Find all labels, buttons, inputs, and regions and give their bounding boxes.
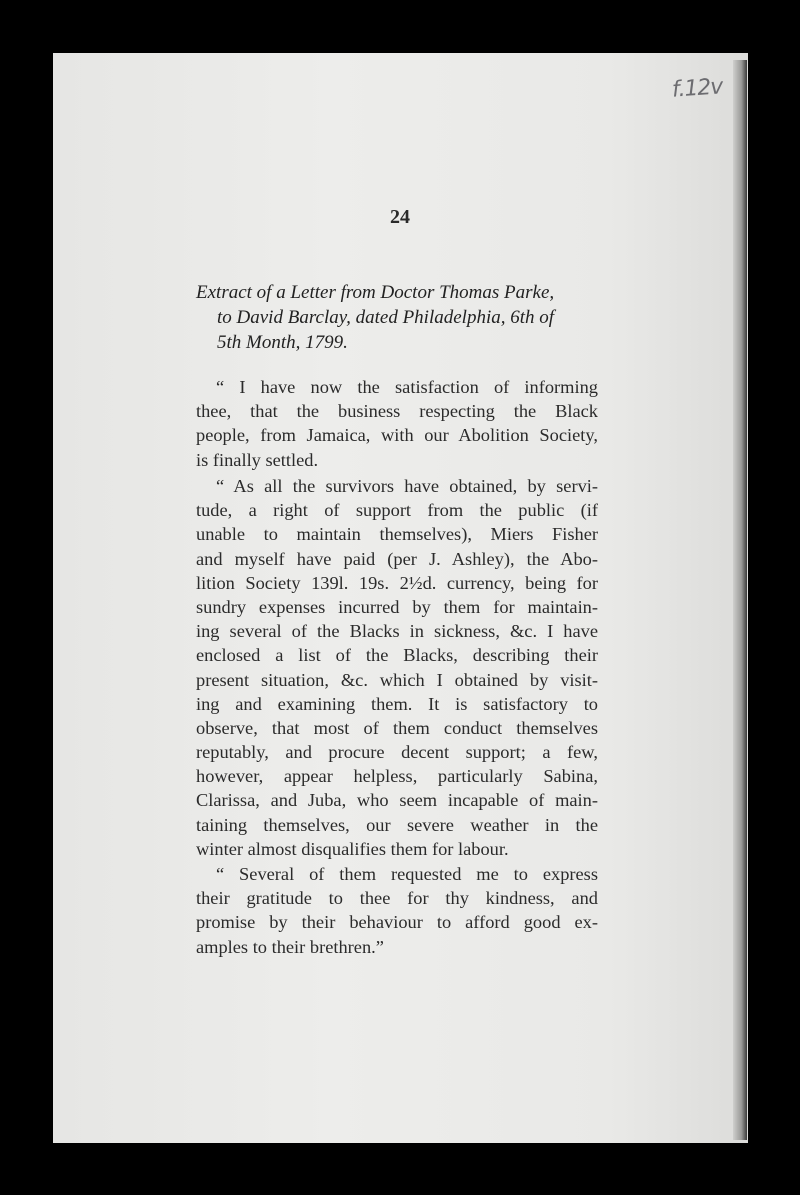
text-line: and myself have paid (per J. Ashley), the Abo- bbox=[196, 548, 598, 569]
text-line: “ Several of them requested me to express bbox=[216, 864, 598, 884]
paragraph-2 bbox=[196, 474, 598, 861]
heading-line: 5th Month, 1799. bbox=[217, 332, 348, 353]
text-line: Clarissa, and Juba, who seem incapable of main- bbox=[196, 790, 598, 811]
text-line: sundry expenses incurred by them for maintain- bbox=[196, 596, 598, 617]
text-line: enclosed a list of the Blacks, describing their bbox=[196, 645, 598, 666]
text-line: taining themselves, our severe weather in the bbox=[196, 814, 598, 835]
text-line: reputably, and procure decent support; a few, bbox=[196, 742, 598, 763]
text-line: “ As all the survivors have obtained, by servi- bbox=[216, 476, 598, 496]
text-line: present situation, &c. which I obtained by visit- bbox=[196, 669, 598, 690]
text-line: their gratitude to thee for thy kindness, and bbox=[196, 888, 598, 909]
text-line: is finally settled. bbox=[196, 449, 319, 470]
text-line: unable to maintain themselves), Miers Fisher bbox=[196, 524, 598, 545]
text-line: observe, that most of them conduct themselves bbox=[196, 717, 598, 738]
text-line: tude, a right of support from the public (if bbox=[196, 500, 598, 521]
page-number: 24 bbox=[390, 206, 410, 228]
text-line: promise by their behaviour to afford good ex- bbox=[196, 912, 598, 933]
text-line: ing and examining them. It is satisfactory to bbox=[196, 693, 598, 714]
text-line: thee, that the business respecting the Black bbox=[196, 401, 598, 422]
text-line: winter almost disqualifies them for labour. bbox=[196, 838, 509, 859]
paragraph-1 bbox=[196, 375, 598, 472]
text-line: people, from Jamaica, with our Abolition Society, bbox=[196, 425, 598, 446]
text-line: lition Society 139l. 19s. 2½d. currency, being for bbox=[196, 572, 598, 593]
text-line: however, appear helpless, particularly Sabina, bbox=[196, 766, 598, 787]
letter-heading bbox=[196, 280, 616, 355]
paragraph-3 bbox=[196, 862, 598, 959]
heading-line: to David Barclay, dated Philadelphia, 6th of bbox=[217, 307, 555, 328]
text-line: “ I have now the satisfaction of informing bbox=[216, 377, 598, 397]
shelfmark-annotation: f.12v bbox=[671, 74, 724, 103]
text-line: ing several of the Blacks in sickness, &c. I have bbox=[196, 621, 598, 642]
text-line: amples to their brethren.” bbox=[196, 936, 384, 957]
heading-line: Extract of a Letter from Doctor Thomas Parke, bbox=[196, 282, 555, 303]
